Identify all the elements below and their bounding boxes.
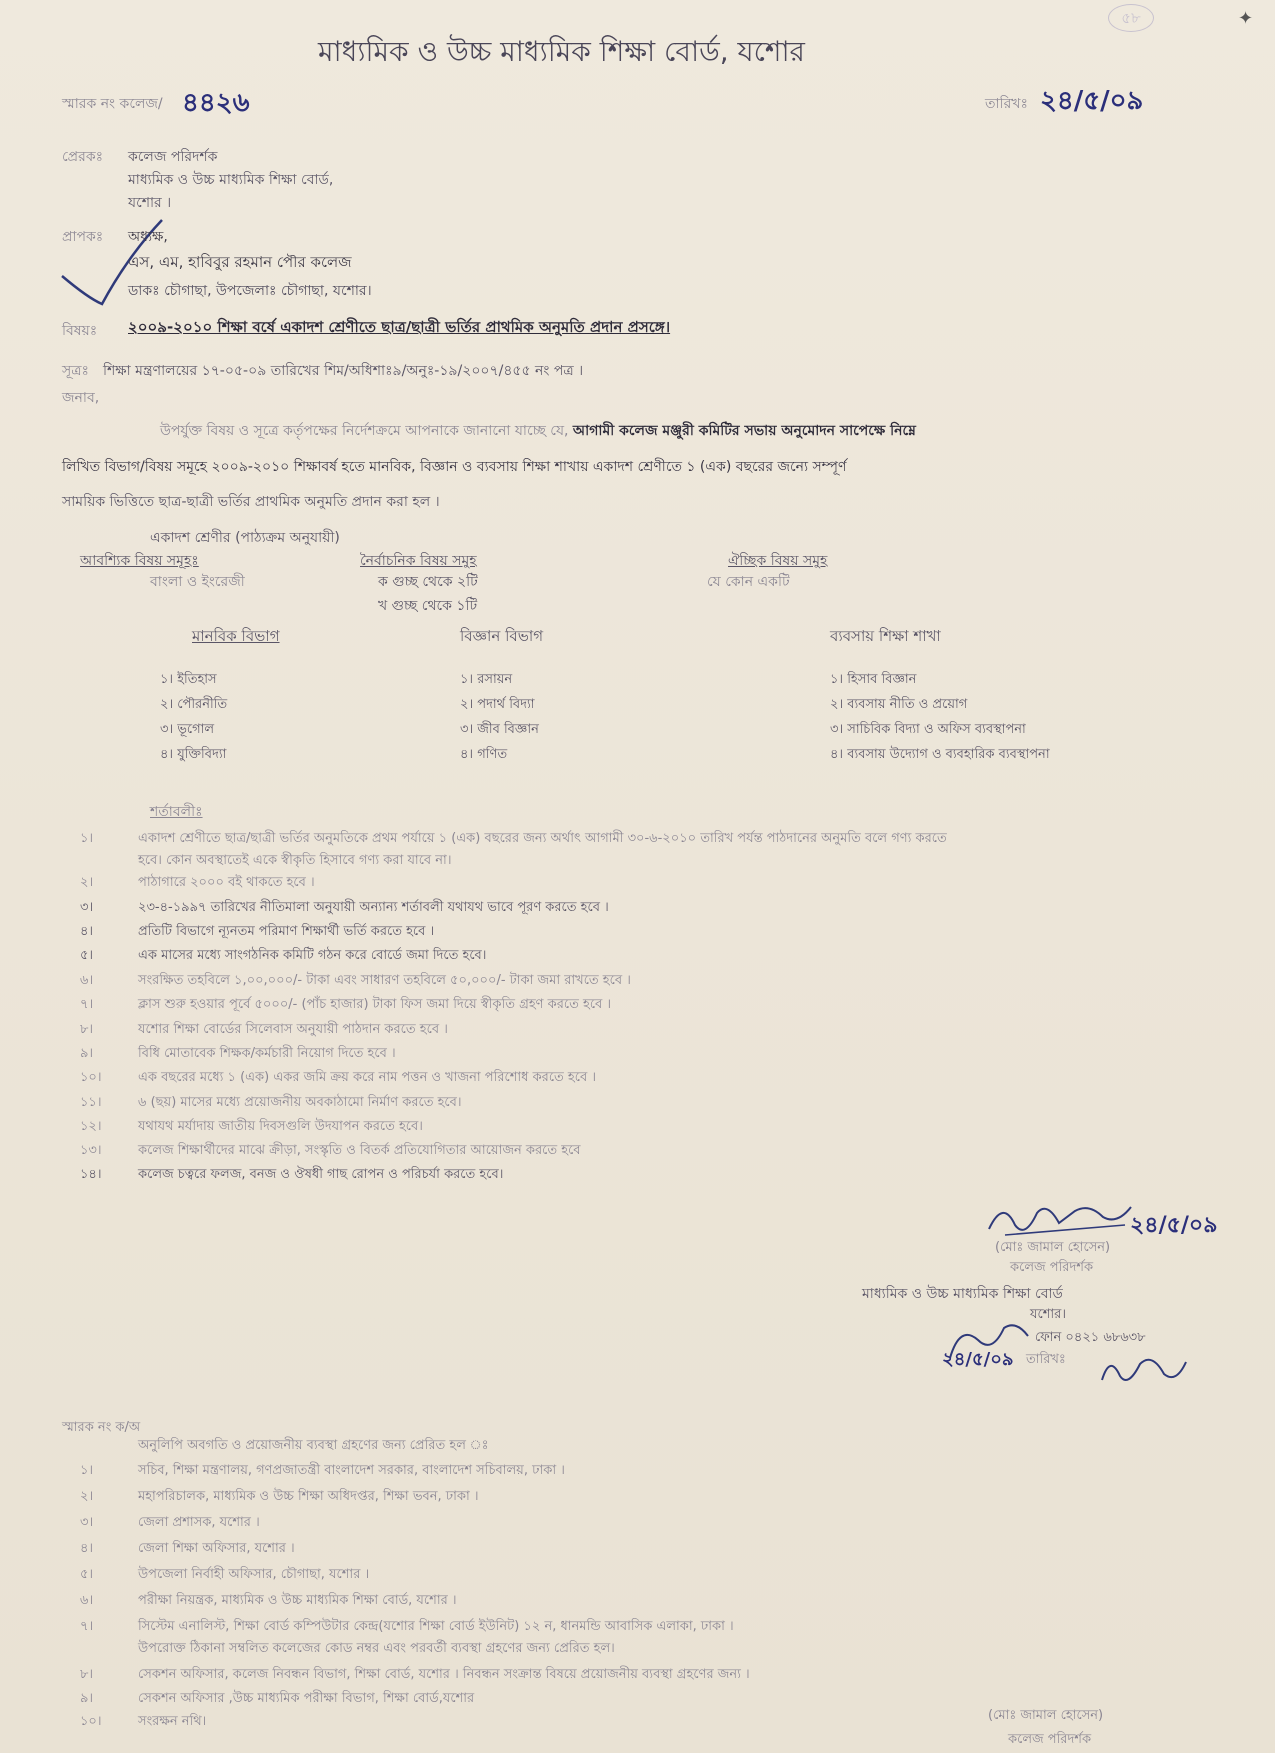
condition-item xyxy=(80,1093,462,1114)
recipient-line2: এস, এম, হাবিবুর রহমান পৌর কলেজ xyxy=(128,253,352,271)
dept-business-subject: ৩। সাচিবিক বিদ্যা ও অফিস ব্যবস্থাপনা xyxy=(830,722,1026,737)
sender-line3: যশোর । xyxy=(128,195,172,211)
elective-line2: খ গুচ্ছ থেকে ১টি xyxy=(378,598,478,614)
compulsory-label: আবশ্যিক বিষয় সমূহঃ xyxy=(80,553,199,569)
condition-text: হবে। কোন অবস্থাতেই একে স্বীকৃতি হিসাবে গণ্য করা যাবে না। xyxy=(138,853,452,868)
distribution-num: ১। xyxy=(80,1463,94,1478)
condition-text: প্রতিটি বিভাগে ন্যূনতম পরিমাণ শিক্ষার্থী ভর্তি করতে হবে । xyxy=(138,924,435,939)
distribution-text: উপরোক্ত ঠিকানা সম্বলিত কলেজের কোড নম্বর এবং পরবর্তী ব্যবস্থা গ্রহণের জন্য প্রেরিত হল। xyxy=(138,1641,615,1656)
page-number-stamp: ৫৮ xyxy=(1108,4,1154,32)
condition-text: বিধি মোতাবেক শিক্ষক/কর্মচারী নিয়োগ দিতে হবে । xyxy=(138,1046,396,1061)
condition-num: ৬। xyxy=(80,973,94,988)
subject-text: ২০০৯-২০১০ শিক্ষা বর্ষে একাদশ শ্রেণীতে ছাত্র/ছাত্রী ভর্তির প্রাথমিক অনুমতি প্রদান প্রসঙ্গে। xyxy=(128,318,671,336)
body-line1-b: আগামী কলেজ মঞ্জুরী কমিটির সভায় অনুমোদন সাপেক্ষে নিম্নে xyxy=(572,423,916,439)
memo-label: স্মারক নং কলেজ/ xyxy=(62,96,163,112)
dept-business-subject: ১। হিসাব বিজ্ঞান xyxy=(830,672,917,687)
distribution-item xyxy=(80,1487,479,1508)
condition-text: এক মাসের মধ্যে সাংগঠনিক কমিটি গঠন করে বোর্ডে জমা দিতে হবে। xyxy=(138,948,487,963)
dept-science-subject: ১। রসায়ন xyxy=(460,672,513,687)
distribution-num: ৫। xyxy=(80,1567,94,1582)
distribution-memo-label: স্মারক নং ক/অ xyxy=(62,1420,141,1435)
distribution-num: ৬। xyxy=(80,1593,94,1608)
curriculum-heading: একাদশ শ্রেণীর (পাঠ্যক্রম অনুযায়ী) xyxy=(150,530,340,546)
signer-date-label: তারিখঃ xyxy=(1026,1352,1066,1367)
dept-business-subject: ২। ব্যবসায় নীতি ও প্রয়োগ xyxy=(830,697,968,712)
distribution-item xyxy=(80,1461,565,1482)
body-line1-a: উপর্যুক্ত বিষয় ও সূত্রে কর্তৃপক্ষের নির্দেশক্রমে আপনাকে জানানো যাচ্ছে যে, xyxy=(160,423,569,439)
subject-label: বিষয়ঃ xyxy=(62,323,98,339)
signer-org: মাধ্যমিক ও উচ্চ মাধ্যমিক শিক্ষা বোর্ড xyxy=(862,1286,1063,1302)
reference-label: সূত্রঃ xyxy=(62,363,89,379)
distribution-text: সিস্টেম এনালিস্ট, শিক্ষা বোর্ড কম্পিউটার কেন্দ্র(যশোর শিক্ষা বোর্ড ইউনিট) ১২ ন, ধানমন্ডি আবাসিক এলাকা, ঢাকা । xyxy=(138,1619,734,1634)
condition-num: ১২। xyxy=(80,1119,102,1134)
dept-science-title: বিজ্ঞান বিভাগ xyxy=(460,627,544,645)
condition-item xyxy=(80,829,947,850)
elective-label: নৈর্বাচনিক বিষয় সমুহ xyxy=(360,553,477,569)
distribution-num: ৯। xyxy=(80,1691,94,1706)
distribution-text: সেকশন অফিসার ,উচ্চ মাধ্যমিক পরীক্ষা বিভাগ, শিক্ষা বোর্ড,যশোর xyxy=(138,1691,475,1706)
dept-business-title: ব্যবসায় শিক্ষা শাখা xyxy=(830,627,941,645)
condition-num: ১০। xyxy=(80,1070,102,1085)
signer-name: (মোঃ জামাল হোসেন) xyxy=(995,1240,1111,1255)
condition-item xyxy=(80,995,611,1016)
dept-science-subject: ৪। গণিত xyxy=(460,747,508,762)
salutation: জনাব, xyxy=(62,390,100,406)
date-label: তারিখঃ xyxy=(985,96,1028,112)
distribution-item xyxy=(80,1689,474,1710)
distribution-num: ৪। xyxy=(80,1541,94,1556)
pin-mark-icon: ✦ xyxy=(1238,8,1254,29)
condition-item xyxy=(80,922,434,943)
condition-item xyxy=(80,873,315,894)
conditions-heading: শর্তাবলীঃ xyxy=(150,804,203,820)
condition-item xyxy=(80,946,486,967)
recipient-label: প্রাপকঃ xyxy=(62,229,104,245)
signer-phone: ফোন ০৪২১ ৬৮৬৩৮ xyxy=(1035,1330,1146,1345)
distribution-text: সেকশন অফিসার, কলেজ নিবন্ধন বিভাগ, শিক্ষা বোর্ড, যশোর । নিবন্ধন সংক্রান্ত বিষয়ে প্রয়োজনীয় ব্যবস্থা গ্রহণের জন্য । xyxy=(138,1667,750,1682)
distribution-num: ৭। xyxy=(80,1619,94,1634)
recipient-line1: অধ্যক্ষ, xyxy=(128,229,168,245)
distribution-text: জেলা শিক্ষা অফিসার, যশোর । xyxy=(138,1541,295,1556)
condition-num: ১৩। xyxy=(80,1143,102,1158)
recipient-line3: ডাকঃ চৌগাছা, উপজেলাঃ চৌগাছা, যশোর। xyxy=(128,283,372,299)
condition-num: ১৪। xyxy=(80,1167,102,1182)
distribution-item xyxy=(80,1617,734,1638)
distribution-item xyxy=(80,1591,457,1612)
signer-city: যশোর। xyxy=(1030,1307,1066,1322)
distribution-item xyxy=(80,1665,750,1686)
condition-item xyxy=(80,1044,396,1065)
distribution-item xyxy=(80,1712,206,1733)
condition-item xyxy=(80,971,631,992)
distribution-num: ৮। xyxy=(80,1667,94,1682)
distribution-item xyxy=(80,1639,615,1660)
board-title: মাধ্যমিক ও উচ্চ মাধ্যমিক শিক্ষা বোর্ড, যশোর xyxy=(318,35,805,68)
condition-item xyxy=(80,1117,423,1138)
condition-text: পাঠাগারে ২০০০ বই থাকতে হবে । xyxy=(138,875,315,890)
distribution-num: ১০। xyxy=(80,1714,102,1729)
condition-num: ৩। xyxy=(80,900,94,915)
signature-date: ২৪/৫/০৯ xyxy=(1130,1212,1218,1238)
condition-text: কলেজ চত্বরে ফলজ, বনজ ও ঔষধী গাছ রোপন ও পরিচর্যা করতে হবে। xyxy=(138,1167,504,1182)
dept-humanities-subject: ১। ইতিহাস xyxy=(160,672,217,687)
memo-number: ৪৪২৬ xyxy=(182,88,250,118)
condition-num: ৮। xyxy=(80,1022,94,1037)
distribution-intro: অনুলিপি অবগতি ও প্রয়োজনীয় ব্যবস্থা গ্রহণের জন্য প্রেরিত হল ঃ xyxy=(138,1438,489,1453)
compulsory-value: বাংলা ও ইংরেজী xyxy=(150,574,245,590)
sender-line1: কলেজ পরিদর্শক xyxy=(128,149,218,165)
condition-item xyxy=(80,898,609,919)
dept-business-subject: ৪। ব্যবসায় উদ্যোগ ও ব্যবহারিক ব্যবস্থাপনা xyxy=(830,747,1050,762)
sender-line2: মাধ্যমিক ও উচ্চ মাধ্যমিক শিক্ষা বোর্ড, xyxy=(128,172,334,188)
optional-value: যে কোন একটি xyxy=(707,574,790,590)
condition-item xyxy=(80,851,451,872)
condition-num: ২। xyxy=(80,875,94,890)
dept-humanities-subject: ৩। ভূগোল xyxy=(160,722,215,737)
condition-text: ক্লাস শুরু হওয়ার পূর্বে ৫০০০/- (পাঁচ হাজার) টাকা ফিস জমা দিয়ে স্বীকৃতি গ্রহণ করতে হবে । xyxy=(138,997,612,1012)
distribution-item xyxy=(80,1513,260,1534)
condition-num: ১। xyxy=(80,831,94,846)
distribution-text: জেলা প্রশাসক, যশোর । xyxy=(138,1515,260,1530)
body-line2: লিখিত বিভাগ/বিষয় সমূহে ২০০৯-২০১০ শিক্ষাবর্ষ হতে মানবিক, বিজ্ঞান ও ব্যবসায় শিক্ষা শাখায় একাদশ শ্রেণীতে ১ (এক) বছরের জন্যে সম্পূর্ণ xyxy=(62,459,847,475)
distribution-text: মহাপরিচালক, মাধ্যমিক ও উচ্চ শিক্ষা অধিদপ্তর, শিক্ষা ভবন, ঢাকা । xyxy=(138,1489,479,1504)
condition-text: ২৩-৪-১৯৯৭ তারিখের নীতিমালা অনুযায়ী অন্যান্য শর্তাবলী যথাযথ ভাবে পূরণ করতে হবে । xyxy=(138,900,609,915)
condition-text: যশোর শিক্ষা বোর্ডের সিলেবাস অনুযায়ী পাঠদান করতে হবে । xyxy=(138,1022,448,1037)
condition-text: কলেজ শিক্ষার্থীদের মাঝে ক্রীড়া, সংস্কৃতি ও বিতর্ক প্রতিযোগিতার আয়োজন করতে হবে xyxy=(138,1143,581,1158)
condition-item xyxy=(80,1165,503,1186)
distribution-text: সচিব, শিক্ষা মন্ত্রণালয়, গণপ্রজাতন্ত্রী বাংলাদেশ সরকার, বাংলাদেশ সচিবালয়, ঢাকা । xyxy=(138,1463,565,1478)
second-signature-scribble xyxy=(1098,1350,1190,1392)
condition-num: ৪। xyxy=(80,924,94,939)
dept-humanities-title: মানবিক বিভাগ xyxy=(192,627,280,645)
body-line3: সাময়িক ভিত্তিতে ছাত্র-ছাত্রী ভর্তির প্রাথমিক অনুমতি প্রদান করা হল । xyxy=(62,494,440,510)
dept-humanities-subject: ৪। যুক্তিবিদ্যা xyxy=(160,747,227,762)
distribution-num: ৩। xyxy=(80,1515,94,1530)
optional-label: ঐচ্ছিক বিষয় সমুহ xyxy=(728,553,828,569)
distribution-text: সংরক্ষন নথি। xyxy=(138,1714,207,1729)
handwritten-date-left: ২৪/৫/০৯ xyxy=(942,1349,1014,1370)
condition-item xyxy=(80,1141,581,1162)
reference-text: শিক্ষা মন্ত্রণালয়ের ১৭-০৫-০৯ তারিখের শিম/অধিশাঃ৯/অনুঃ-১৯/২০০৭/৪৫৫ নং পত্র । xyxy=(103,363,584,379)
footer-title: কলেজ পরিদর্শক xyxy=(1008,1732,1092,1747)
dept-science-subject: ৩। জীব বিজ্ঞান xyxy=(460,722,539,737)
condition-item xyxy=(80,1020,448,1041)
condition-num: ১১। xyxy=(80,1095,102,1110)
dept-science-subject: ২। পদার্থ বিদ্যা xyxy=(460,697,535,712)
condition-text: ৬ (ছয়) মাসের মধ্যে প্রয়োজনীয় অবকাঠামো নির্মাণ করতে হবে। xyxy=(138,1095,462,1110)
date-value: ২৪/৫/০৯ xyxy=(1040,86,1144,116)
sender-label: প্রেরকঃ xyxy=(62,149,104,165)
elective-line1: ক গুচ্ছ থেকে ২টি xyxy=(378,574,478,590)
distribution-text: উপজেলা নির্বাহী অফিসার, চৌগাছা, যশোর । xyxy=(138,1567,370,1582)
condition-text: সংরক্ষিত তহবিলে ১,০০,০০০/- টাকা এবং সাধারণ তহবিলে ৫০,০০০/- টাকা জমা রাখতে হবে । xyxy=(138,973,631,988)
condition-num: ৭। xyxy=(80,997,94,1012)
distribution-num: ২। xyxy=(80,1489,94,1504)
condition-text: একাদশ শ্রেণীতে ছাত্র/ছাত্রী ভর্তির অনুমতিকে প্রথম পর্যায়ে ১ (এক) বছরের জন্য অর্থাৎ আগামী ৩০-৬-২০১০ তারিখ পর্যন্ত পাঠদানের অনুমতি বলে গণ্য করতে xyxy=(138,831,947,846)
signer-title: কলেজ পরিদর্শক xyxy=(1010,1260,1094,1275)
condition-num: ৯। xyxy=(80,1046,94,1061)
distribution-text: পরীক্ষা নিয়ন্ত্রক, মাধ্যমিক ও উচ্চ মাধ্যমিক শিক্ষা বোর্ড, যশোর । xyxy=(138,1593,457,1608)
condition-text: এক বছরের মধ্যে ১ (এক) একর জমি ক্রয় করে নাম পত্তন ও খাজনা পরিশোধ করতে হবে । xyxy=(138,1070,596,1085)
distribution-item xyxy=(80,1565,369,1586)
condition-text: যথাযথ মর্যাদায় জাতীয় দিবসগুলি উদযাপন করতে হবে। xyxy=(138,1119,423,1134)
condition-num: ৫। xyxy=(80,948,94,963)
distribution-item xyxy=(80,1539,295,1560)
dept-humanities-subject: ২। পৌরনীতি xyxy=(160,697,228,712)
body-line1 xyxy=(160,419,916,443)
condition-item xyxy=(80,1068,596,1089)
footer-name: (মোঃ জামাল হোসেন) xyxy=(988,1708,1104,1723)
